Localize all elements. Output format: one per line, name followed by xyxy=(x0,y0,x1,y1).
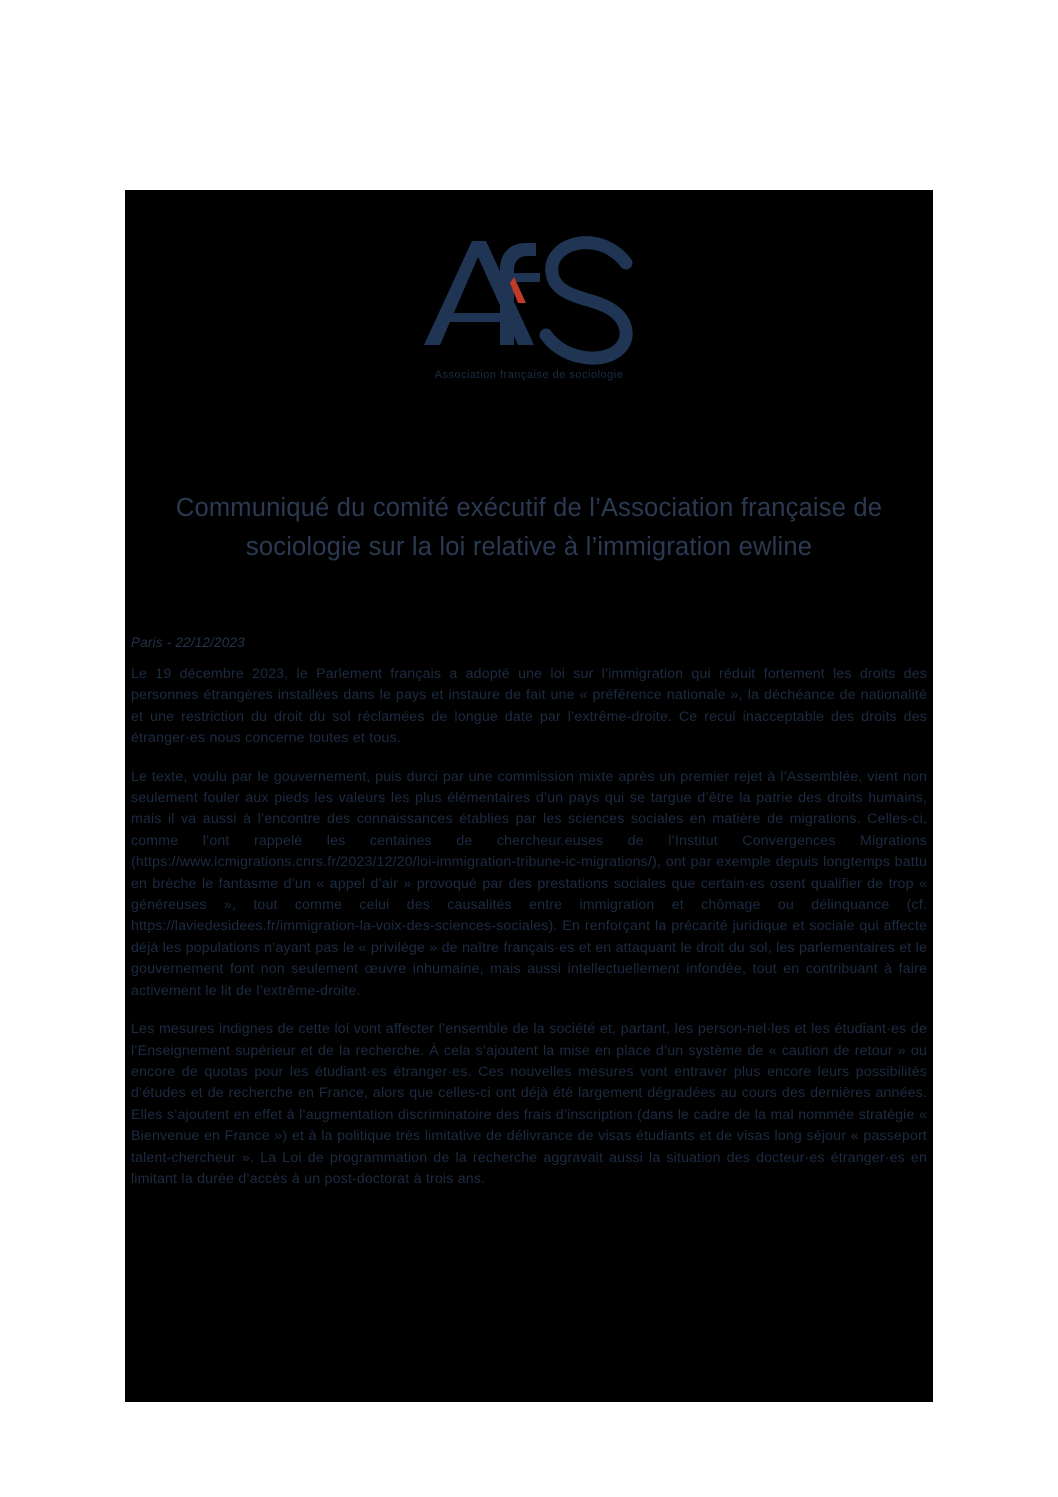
afs-logo-icon xyxy=(414,225,644,365)
page-title: Communiqué du comité exécutif de l’Association française de sociologie sur la loi relative à l’immigration ewline xyxy=(175,494,883,562)
document-page xyxy=(125,190,933,1402)
paragraph: Le texte, voulu par le gouvernement, puis durci par une commission mixte après un premier rejet à l’Assemblée, vient non seulement fouler aux pieds les valeurs les plus élémentaires d’un pays qui se targue d’être la patrie des droits humains, mais il va aussi à l’encontre des connaissances établies par les sciences sociales en matière de migrations. Celles-ci, comme l’ont rappelé les centaines de chercheur.euses de l’Institut Convergences Migrations (https://www.icmigrations.cnrs.fr/2023/12/20/loi-immigration-tribune-ic-migrations/), ont par exemple depuis longtemps battu en brèche le fantasme d’un « appel d’air » provoqué par des prestations sociales que certain·es osent qualifier de trop « généreuses », tout comme celui des causalités entre immigration et chômage ou délinquance (cf. https://laviedesidees.fr/immigration-la-voix-des-sciences-sociales). En renforçant la précarité juridique et sociale qui affecte déjà les populations n’ayant pas le « privilège » de naître français·es et en attaquant le droit du sol, les parlementaires et le gouvernement font non seulement œuvre inhumaine, mais aussi intellectuellement infondée, tout en contribuant à faire activement le lit de l’extrême-droite. xyxy=(131,768,927,999)
dateline: Paris - 22/12/2023 xyxy=(131,635,245,650)
logo-caption: Association française de sociologie xyxy=(434,369,624,381)
document-body xyxy=(125,635,933,1190)
logo-block xyxy=(125,225,933,381)
paragraph: Les mesures indignes de cette loi vont affecter l’ensemble de la société et, partant, les person-nel·les et les étudiant·es de l’Enseignement supérieur et de la recherche. À cela s’ajoutent la mise en place d’un système de « caution de retour » ou encore de quotas pour les étudiant·es étranger·es. Ces nouvelles mesures vont entraver plus encore leurs possibilités d’études et de recherche en France, alors que celles-ci ont déjà été largement dégradées au cours des dernières années. Elles s’ajoutent en effet à l’augmentation discriminatoire des frais d’inscription (dans le cadre de la mal nommée stratégie « Bienvenue en France ») et à la politique très limitative de délivrance de visas étudiants et de visas long séjour « passeport talent-chercheur ». La Loi de programmation de la recherche aggravait aussi la situation des docteur·es étranger·es en limitant la durée d’accès à un post-doctorat à trois ans. xyxy=(131,1021,927,1187)
paragraph: Le 19 décembre 2023, le Parlement français a adopté une loi sur l’immigration qui réduit fortement les droits des personnes étrangères installées dans le pays et instaure de fait une « préférence nationale », la déchéance de nationalité et une restriction du droit du sol réclamées de longue date par l’extrême-droite. Ce recul inacceptable des droits des étranger·es nous concerne toutes et tous. xyxy=(131,666,927,747)
